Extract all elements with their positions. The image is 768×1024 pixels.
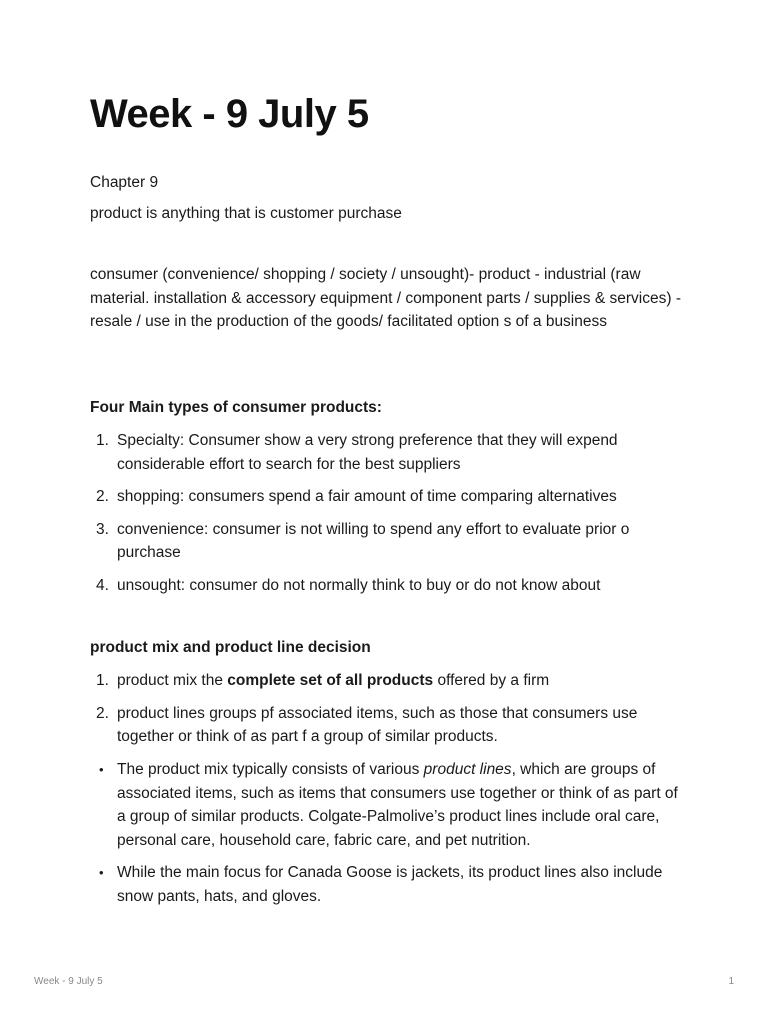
- list-item: [90, 669, 690, 693]
- list-item-text: shopping: consumers spend a fair amount of time comparing alternatives: [117, 488, 617, 505]
- list-item-text-end: offered by a firm: [433, 672, 550, 689]
- list-number: 2.: [96, 488, 109, 505]
- list-number: 1.: [96, 432, 109, 449]
- bullet-text-end: , which are groups of associated items, such as items that consumers use together or think of as part of a group of similar products. Colgate-Palmolive’s product lines include oral care, personal care, household care, fabric care, and pet nutrition.: [117, 761, 678, 849]
- section-heading-product-mix: product mix and product line decision: [90, 639, 371, 656]
- section-heading-consumer-products: Four Main types of consumer products:: [90, 399, 382, 416]
- list-number: 2.: [96, 704, 109, 722]
- bullet-italic-text: product lines: [423, 761, 512, 778]
- list-item: [90, 485, 690, 509]
- page-number: 1: [728, 976, 734, 987]
- list-item-text: unsought: consumer do not normally think to buy or do not know about: [117, 576, 601, 594]
- bullet-item: [90, 758, 690, 852]
- bullet-icon: •: [99, 762, 104, 777]
- bullet-item: [90, 861, 690, 908]
- list-item-text: convenience: consumer is not willing to spend any effort to evaluate prior o purchase: [117, 520, 630, 561]
- list-number: 4.: [96, 576, 109, 594]
- product-definition: product is anything that is customer purchase: [90, 205, 402, 222]
- list-item-bold-text: complete set of all products: [227, 672, 434, 689]
- list-item: [90, 429, 690, 476]
- page-title: Week - 9 July 5: [90, 92, 369, 136]
- list-item-text: product lines groups pf associated items, such as those that consumers use together or think of as part f a group of similar products.: [117, 704, 638, 745]
- list-item: [90, 518, 690, 565]
- consumer-product-types-list: [90, 429, 690, 606]
- list-item: [90, 702, 690, 749]
- list-number: 3.: [96, 520, 109, 538]
- product-mix-list: [90, 669, 690, 758]
- list-item-text: Specialty: Consumer show a very strong preference that they will expend considerable effort to search for the best suppliers: [117, 432, 618, 473]
- footer-title: Week - 9 July 5: [34, 976, 103, 987]
- bullet-icon: •: [99, 865, 104, 880]
- list-number: 1.: [96, 672, 109, 689]
- bullet-text: While the main focus for Canada Goose is jackets, its product lines also include snow pants, hats, and gloves.: [117, 864, 663, 905]
- list-item: [90, 574, 690, 598]
- consumer-paragraph: consumer (convenience/ shopping / society / unsought)- product - industrial (raw material. installation & accessory equipment / component parts / supplies & services) -resale / use in the production of the goods/ facilitated option s of a business: [90, 266, 681, 330]
- bullet-text-start: The product mix typically consists of various: [117, 761, 424, 778]
- chapter-label: Chapter 9: [90, 174, 159, 191]
- product-lines-bullet-list: [90, 758, 690, 917]
- list-item-text-start: product mix the: [117, 672, 228, 689]
